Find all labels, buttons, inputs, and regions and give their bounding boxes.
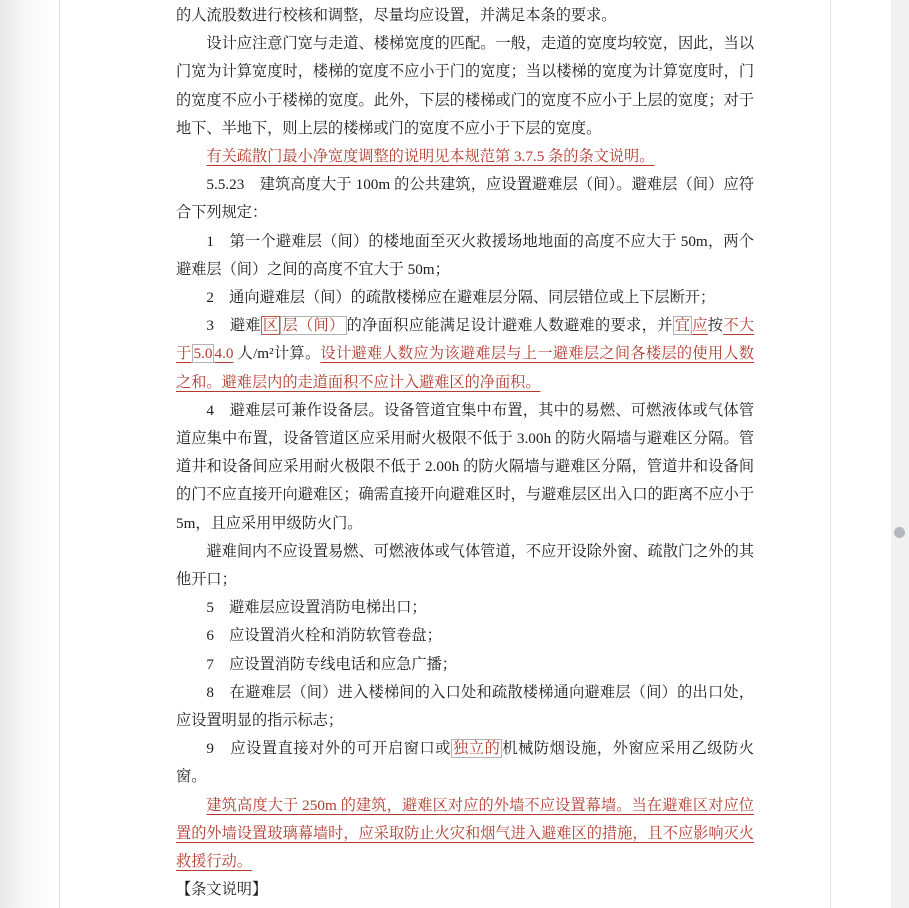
text-run: 人/m²计算。 [233, 345, 321, 363]
text-run: 7 应设置消防专线电话和应急广播； [206, 655, 457, 673]
paragraph [176, 312, 754, 397]
paragraph [176, 538, 754, 594]
text-run: 设计应注意门宽与走道、楼梯宽度的匹配。一般，走道的宽度均较宽，因此，当以门宽为计算宽度时，楼梯的宽度不应小于门的宽度；当以楼梯的宽度为计算宽度时，门的宽度不应小于楼梯的宽度。此外，下层的楼梯或门的宽度不应小于上层的宽度；对于地下、半地下，则上层的楼梯或门的宽度不应小于下层的宽度。 [176, 35, 754, 137]
text-run: 3 避难 [206, 317, 261, 335]
text-run: 5 避难层应设置消防电梯出口； [206, 599, 427, 617]
scrollbar-rail[interactable] [891, 0, 909, 908]
revision-run: 宜 [674, 317, 691, 335]
text-run: 1 第一个避难层（间）的楼地面至灭火救援场地地面的高度不应大于 50m，两个避难层（间）之间的高度不宜大于 50m； [176, 232, 754, 278]
text-run: 5.5.23 建筑高度大于 100m 的公共建筑，应设置避难层（间）。避难层（间）应符合下列规定： [176, 176, 754, 222]
scrollbar-thumb[interactable] [894, 527, 905, 538]
paragraph [176, 679, 754, 735]
document-body [176, 2, 754, 905]
paragraph [176, 397, 754, 538]
paragraph [176, 594, 754, 622]
paragraph [176, 876, 754, 904]
text-run: 按 [707, 317, 724, 335]
paragraph [176, 30, 754, 143]
left-gutter-shadow [0, 0, 55, 908]
text-run: 8 在避难层（间）进入楼梯间的入口处和疏散楼梯通向避难层（间）的出口处，应设置明显的指示标志； [176, 683, 754, 730]
paragraph [176, 171, 754, 227]
revision-run: 独立的 [453, 740, 501, 758]
paragraph [176, 735, 754, 791]
revision-run: 有关疏散门最小净宽度调整的说明见本规范第 3.7.5 条的条文说明。 [206, 148, 655, 166]
revision-run: 层（间） [282, 317, 345, 335]
revision-run: 4.0 [214, 345, 234, 363]
paragraph [176, 143, 754, 171]
page-left-border [59, 0, 60, 908]
revision-run: 不大于 [176, 317, 755, 363]
revision-run: 区 [262, 317, 279, 335]
text-run: 4 避难层可兼作设备层。设备管道宜集中布置，其中的易燃、可燃液体或气体管道应集中布置，设备管道区应采用耐火极限不低于 3.00h 的防火隔墙与避难区分隔。管道井和设备间应采用耐火极限不低于 2.00h 的防火隔墙与避难区分隔，管道井和设备间的门不应直接开向避难区；确需直接开向避难区时，与避难层区出入口的距离不应小于 5m，且应采用甲级防火门。 [176, 401, 754, 532]
paragraph [176, 792, 754, 877]
paragraph [176, 228, 754, 284]
text-run: 机械防烟设施，外窗应采用乙级防火窗。 [176, 740, 755, 786]
revision-run: 5.0 [193, 345, 213, 363]
text-run: 【条文说明】 [176, 881, 268, 899]
text-run: 9 应设置直接对外的可开启窗口或 [206, 740, 452, 758]
paragraph [176, 2, 754, 30]
revision-run: 应 [692, 317, 708, 335]
text-run: 2 通向避难层（间）的疏散楼梯应在避难层分隔、同层错位或上下层断开； [206, 289, 716, 307]
paragraph [176, 284, 754, 312]
page-right-border [830, 0, 831, 908]
paragraph [176, 622, 754, 650]
text-run: 6 应设置消火栓和消防软管卷盘； [206, 627, 442, 645]
text-run: 的人流股数进行校核和调整，尽量均应设置，并满足本条的要求。 [176, 7, 617, 24]
paragraph [176, 651, 754, 679]
text-run: 避难间内不应设置易燃、可燃液体或气体管道，不应开设除外窗、疏散门之外的其他开口； [176, 542, 754, 589]
revision-run: 建筑高度大于 250m 的建筑，避难区对应的外墙不应设置幕墙。当在避难区对应位置的外墙设置玻璃幕墙时，应采取防止火灾和烟气进入避难区的措施，且不应影响灭火救援行动。 [176, 796, 754, 871]
revision-run: 设计避难人数应为该避难层与上一避难层之间各楼层的使用人数之和。避难层内的走道面积不应计入避难区的净面积。 [176, 345, 755, 391]
text-run: 的净面积应能满足设计避难人数避难的要求，并 [346, 317, 673, 335]
